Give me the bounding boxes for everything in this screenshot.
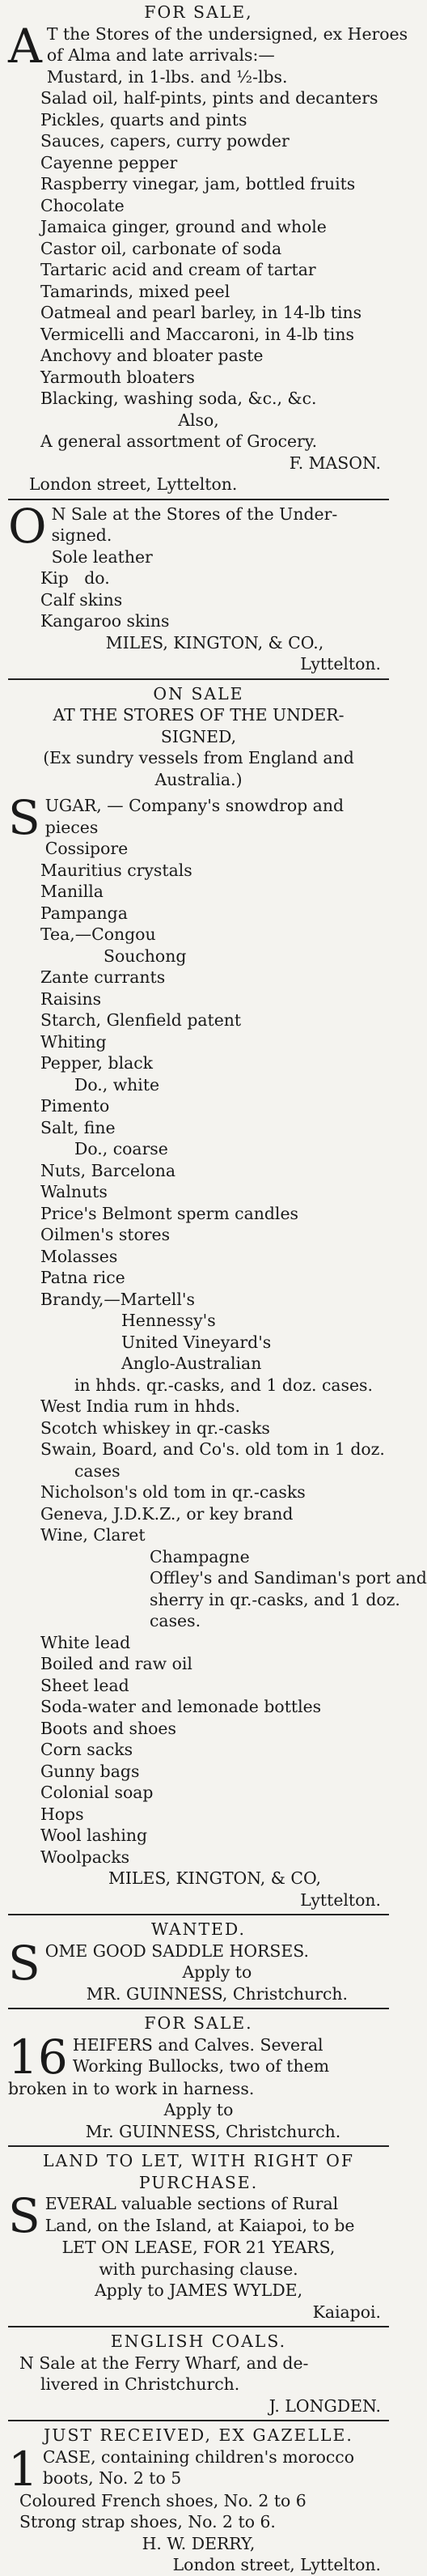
ad-line: Yarmouth bloaters: [40, 367, 195, 387]
ad-line: livered in Christchurch.: [40, 2374, 240, 2394]
ad-heading-2: PURCHASE.: [138, 2172, 259, 2192]
ad-line: CASE, containing children's morocco: [42, 2446, 354, 2467]
ad-heifers-for-sale: [8, 2013, 389, 2142]
ad-line: Cossipore: [44, 839, 129, 858]
newspaper-column: [8, 0, 427, 2576]
advertiser-name: H. W. DERRY,: [142, 2533, 256, 2553]
advertiser-address: London street, Lyttelton.: [29, 474, 238, 494]
ad-line: White lead: [40, 1632, 131, 1652]
ad-line: Jamaica ginger, ground and whole: [40, 217, 327, 236]
ad-line: Apply to: [163, 2100, 234, 2119]
ad-sundries-on-sale: [8, 683, 427, 1911]
drop-cap: A: [8, 18, 42, 74]
ad-line: Do., white: [74, 1074, 160, 1095]
ad-line: Hops: [40, 1804, 84, 1824]
ad-line: boots, No. 2 to 5: [42, 2468, 182, 2488]
column-rule: [8, 2420, 389, 2421]
ad-line: United Vineyard's: [121, 1332, 272, 1352]
column-rule: [8, 2326, 389, 2327]
drop-cap: O: [8, 498, 47, 554]
ad-line: Geneva, J.D.K.Z., or key brand: [40, 1503, 294, 1524]
ad-line: Anchovy and bloater paste: [40, 346, 264, 365]
ad-line: sherry in qr.-casks, and 1 doz.: [150, 1589, 400, 1609]
ad-heading: ENGLISH COALS.: [110, 2332, 287, 2351]
ad-line: Swain, Board, and Co's. old tom in 1 doz.: [40, 1439, 385, 1459]
ad-heading: FOR SALE.: [144, 2013, 253, 2033]
ad-line: Pickles, quarts and pints: [40, 109, 247, 130]
ad-line: Do., coarse: [74, 1139, 168, 1158]
ad-line: Corn sacks: [40, 1740, 133, 1759]
advertiser-name: F. MASON.: [289, 453, 381, 473]
ad-line: Gunny bags: [40, 1761, 140, 1781]
ad-intro-line: SIGNED,: [160, 726, 237, 746]
ad-line: LET ON LEASE, FOR 21 YEARS,: [61, 2238, 336, 2257]
ad-line: Oatmeal and pearl barley, in 14-lb tins: [40, 303, 362, 322]
ad-line: Salt, fine: [40, 1117, 116, 1137]
ad-line: Champagne: [150, 1546, 250, 1566]
ad-wanted-horses: [8, 1919, 389, 2004]
ad-line: Nicholson's old tom in qr.-casks: [40, 1482, 306, 1502]
ad-line: Mauritius crystals: [40, 860, 192, 880]
ad-line: Salad oil, half-pints, pints and decanters: [40, 88, 378, 108]
ad-line: Sheet lead: [40, 1675, 129, 1695]
drop-cap: S: [8, 790, 40, 845]
ad-line: Kangaroo skins: [40, 611, 170, 631]
advertiser-name: MR. GUINNESS, Christchurch.: [86, 1983, 348, 2004]
ad-line: Starch, Glenfield patent: [40, 1010, 242, 1030]
ad-line: Coloured French shoes, No. 2 to 6: [19, 2490, 307, 2510]
ad-line: Wool lashing: [40, 1826, 148, 1845]
column-rule: [8, 2145, 389, 2147]
column-rule: [8, 678, 389, 680]
ad-line: Souchong: [104, 946, 187, 966]
ad-line: Hennessy's: [121, 1311, 216, 1330]
ad-line: pieces: [44, 817, 99, 837]
drop-number: 1: [8, 2441, 38, 2497]
ad-line: A general assortment of Grocery.: [40, 431, 318, 451]
advertiser-address: Lyttelton.: [300, 654, 381, 674]
ad-line: Tamarinds, mixed peel: [40, 281, 230, 301]
ad-heading: LAND TO LET, WITH RIGHT OF: [42, 2151, 355, 2170]
advertiser-name: Apply to JAMES WYLDE,: [94, 2281, 303, 2300]
ad-line: Apply to: [182, 1962, 252, 1982]
ad-line: signed.: [51, 525, 112, 545]
advertiser-address: Lyttelton.: [300, 1889, 381, 1910]
advertiser-name: J. LONGDEN.: [268, 2395, 381, 2416]
ad-line: UGAR, — Company's snowdrop and: [44, 796, 345, 815]
advertiser-name: MILES, KINGTON, & CO.,: [105, 632, 324, 653]
ad-line: of Alma and late arrivals:—: [46, 45, 275, 65]
advertiser-name: MILES, KINGTON, & CO,: [108, 1868, 322, 1888]
ad-line: Chocolate: [40, 195, 125, 215]
ad-line: EVERAL valuable sections of Rural: [44, 2194, 339, 2213]
ad-line: Brandy,—Martell's: [40, 1289, 195, 1309]
ad-line: Blacking, washing soda, &c., &c.: [40, 389, 317, 408]
advertiser-name: Mr. GUINNESS, Christchurch.: [85, 2121, 341, 2141]
ad-line: Pimento: [40, 1096, 110, 1116]
ad-english-coals: [8, 2331, 389, 2417]
ad-line: Land, on the Island, at Kaiapoi, to be: [44, 2215, 355, 2235]
ad-intro-line: AT THE STORES OF THE UNDER-: [53, 705, 345, 725]
ad-line: Kip do.: [40, 568, 110, 588]
ad-line: Calf skins: [40, 589, 123, 610]
ad-line: Anglo-Australian: [121, 1354, 262, 1373]
ad-line: Price's Belmont sperm candles: [40, 1203, 298, 1223]
ad-line: Zante currants: [40, 967, 166, 987]
ad-line: Whiting: [40, 1031, 107, 1052]
ad-line: Boots and shoes: [40, 1718, 176, 1738]
ad-line: Nuts, Barcelona: [40, 1160, 176, 1180]
ad-intro-line: (Ex sundry vessels from England and: [43, 748, 354, 767]
ad-line: Castor oil, carbonate of soda: [40, 238, 282, 258]
ad-line: Offley's and Sandiman's port and: [150, 1568, 427, 1588]
ad-line: OME GOOD SADDLE HORSES.: [44, 1941, 309, 1961]
ad-line: Strong strap shoes, No. 2 to 6.: [19, 2512, 276, 2531]
ad-line: HEIFERS and Calves. Several: [72, 2034, 323, 2055]
ad-line: Raisins: [40, 988, 102, 1009]
ad-body: [8, 18, 408, 495]
ad-line: Raspberry vinegar, jam, bottled fruits: [40, 174, 356, 193]
ad-line: Also,: [178, 410, 219, 430]
ad-line: cases.: [150, 1611, 201, 1630]
ad-line: broken in to work in harness.: [8, 2078, 255, 2098]
ad-line: West India rum in hhds.: [40, 1396, 240, 1416]
ad-line: T the Stores of the undersigned, ex Heroes: [46, 23, 408, 44]
ad-line: Working Bullocks, two of them: [72, 2056, 330, 2076]
ad-line: Oilmen's stores: [40, 1225, 171, 1244]
ad-land-to-let: [8, 2150, 389, 2323]
ad-line: Patna rice: [40, 1268, 125, 1287]
ad-line: Manilla: [40, 882, 104, 901]
ad-intro-line: Australia.): [154, 769, 243, 789]
column-rule: [8, 499, 389, 500]
ad-line: Sauces, capers, curry powder: [40, 131, 290, 151]
ad-line: Mustard, in 1-lbs. and ½-lbs.: [46, 66, 288, 87]
ad-line: Vermicelli and Maccaroni, in 4-lb tins: [40, 324, 354, 344]
column-rule: [8, 2008, 389, 2009]
drop-cap: S: [8, 2188, 40, 2243]
ad-line: Pepper, black: [40, 1053, 154, 1073]
ad-line: Boiled and raw oil: [40, 1654, 192, 1673]
ad-leather-on-sale: [8, 498, 389, 675]
ad-line: Woolpacks: [40, 1847, 130, 1867]
ad-line: Scotch whiskey in qr.-casks: [40, 1418, 270, 1438]
ad-line: Pampanga: [40, 903, 128, 923]
ad-line: in hhds. qr.-casks, and 1 doz. cases.: [74, 1375, 374, 1395]
ad-heading: WANTED.: [150, 1919, 247, 1939]
ad-line: Sole leather: [51, 546, 153, 567]
ad-line: N Sale at the Stores of the Under-: [51, 504, 338, 524]
ad-mason-for-sale: [8, 2, 408, 495]
drop-cap: S: [8, 1935, 40, 1991]
advertiser-address: London street, Lyttelton.: [172, 2555, 381, 2574]
ad-line: cases: [74, 1460, 120, 1481]
drop-number: 16: [8, 2029, 68, 2085]
ad-heading: FOR SALE,: [144, 2, 253, 22]
ad-line: with purchasing clause.: [99, 2259, 298, 2279]
ad-line: Walnuts: [40, 1182, 108, 1201]
ad-just-received: [8, 2425, 389, 2576]
ad-line: Tartaric acid and cream of tartar: [40, 260, 316, 279]
ad-heading: JUST RECEIVED, EX GAZELLE.: [44, 2425, 353, 2445]
ad-line: N Sale at the Ferry Wharf, and de-: [19, 2353, 309, 2373]
ad-line: Soda-water and lemonade bottles: [40, 1697, 322, 1716]
ad-line: Colonial soap: [40, 1783, 154, 1802]
advertiser-address: Kaiapoi.: [312, 2302, 381, 2322]
ad-heading: ON SALE: [153, 683, 244, 704]
ad-line: Wine, Claret: [40, 1525, 146, 1545]
ad-line: Tea,—Congou: [40, 925, 156, 944]
column-rule: [8, 1914, 389, 1915]
ad-line: Cayenne pepper: [40, 152, 178, 172]
ad-line: Molasses: [40, 1246, 118, 1266]
